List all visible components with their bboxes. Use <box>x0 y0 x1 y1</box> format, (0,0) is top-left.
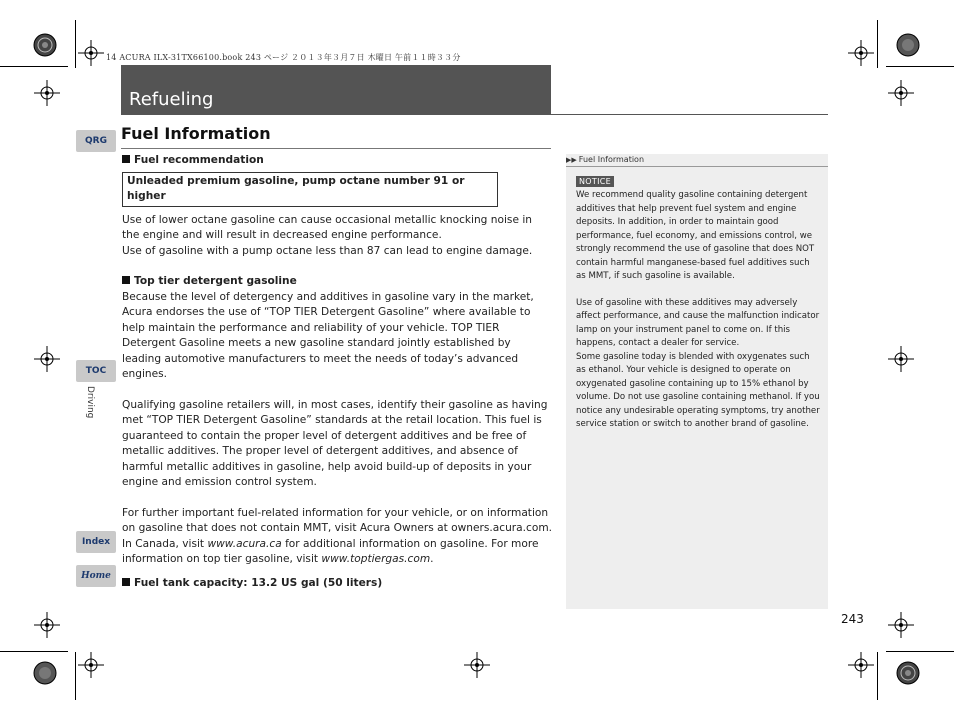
sidebar-header-text: Fuel Information <box>578 155 645 164</box>
paragraph: Use of gasoline with these additives may adversely affect performance, and cause the malfunction indicator lamp on your instrument panel to come on. If this happens, contact a dealer for service. <box>576 297 820 348</box>
crop-mark <box>0 66 68 67</box>
crop-mark <box>877 20 878 68</box>
home-tab[interactable]: Home <box>76 565 116 587</box>
color-target-icon <box>896 33 920 57</box>
text-span: for additional information on gasoline. For more information on top tier gasoline, visit <box>122 537 539 565</box>
registration-mark-icon <box>848 40 874 66</box>
color-target-icon <box>33 33 57 57</box>
index-tab[interactable]: Index <box>76 531 116 553</box>
chapter-label: Driving <box>85 386 95 419</box>
header-rule <box>121 114 828 115</box>
notice-badge: NOTICE <box>576 176 614 187</box>
heading-text: Top tier detergent gasoline <box>134 275 297 287</box>
text-span: For further important fuel-related information for your vehicle, or on information on gasoline that does not contain MMT, visit Acura Owners at owners.acura.com. In Canada, visit <box>122 506 553 550</box>
color-target-icon <box>896 661 920 685</box>
color-target-icon <box>33 661 57 685</box>
crop-mark <box>75 652 76 700</box>
paragraph: Some gasoline today is blended with oxygenates such as ethanol. Your vehicle is designed to operate on oxygenated gasoline containing up to 15% ethanol by volume. Do not use gasoline containing methanol. If you notice any undesirable operating symptoms, try another service station or switch to another brand of gasoline. <box>576 351 820 429</box>
registration-mark-icon <box>78 652 104 678</box>
registration-mark-icon <box>34 80 60 106</box>
registration-mark-icon <box>888 612 914 638</box>
square-bullet-icon <box>122 155 130 163</box>
registration-mark-icon <box>888 80 914 106</box>
section-header-bar <box>121 65 551 114</box>
paragraph: Because the level of detergency and additives in gasoline vary in the market, Acura endorses the use of “TOP TIER Detergent Gasoline” where available to help maintain the performance and reliability of your vehicle. TOP TIER Detergent Gasoline meets a new gasoline standard jointly established by leading automotive manufacturers to meet the needs of today’s advanced engines. <box>122 290 534 380</box>
page-number: 243 <box>841 612 864 626</box>
registration-mark-icon <box>34 346 60 372</box>
paragraph: We recommend quality gasoline containing detergent additives that help prevent fuel system and engine deposits. In addition, in order to maintain good performance, fuel economy, and emissions control, we strongly recommend the use of gasoline that does NOT contain harmful manganese-based fuel additives such as MMT, if such gasoline is available. <box>576 190 815 281</box>
registration-mark-icon <box>464 652 490 678</box>
top-tier-heading <box>122 274 552 290</box>
toc-tab[interactable]: TOC <box>76 360 116 382</box>
heading-text: Fuel tank capacity: 13.2 US gal (50 liters) <box>134 576 383 589</box>
registration-mark-icon <box>34 612 60 638</box>
fuel-recommendation-heading <box>122 153 552 169</box>
section-title: Refueling <box>129 89 214 110</box>
registration-mark-icon <box>888 346 914 372</box>
crop-mark <box>0 651 68 652</box>
sidebar-header <box>566 155 828 167</box>
square-bullet-icon <box>122 276 130 284</box>
crop-mark <box>877 652 878 700</box>
paragraph: Use of lower octane gasoline can cause occasional metallic knocking noise in the engine and will result in decreased engine performance. <box>122 213 532 241</box>
square-bullet-icon <box>122 578 130 586</box>
crop-mark <box>75 20 76 68</box>
paragraph <box>122 506 552 568</box>
fuel-spec-box: Unleaded premium gasoline, pump octane number 91 or higher <box>122 172 498 207</box>
qrg-tab[interactable]: QRG <box>76 130 116 152</box>
sidebar-body <box>576 189 820 432</box>
heading-text: Fuel recommendation <box>134 154 264 166</box>
double-arrow-icon: ▶▶ <box>566 156 577 164</box>
crop-mark <box>886 651 954 652</box>
fuel-tank-heading <box>122 576 552 592</box>
crop-mark <box>886 66 954 67</box>
toptiergas-link[interactable]: www.toptiergas.com <box>321 553 431 565</box>
acura-canada-link[interactable]: www.acura.ca <box>207 537 282 550</box>
page-title: Fuel Information <box>121 124 271 143</box>
registration-mark-icon <box>78 40 104 66</box>
text-span: . <box>430 553 434 565</box>
registration-mark-icon <box>848 652 874 678</box>
title-rule <box>121 148 551 149</box>
paragraph: Use of gasoline with a pump octane less than 87 can lead to engine damage. <box>122 244 533 257</box>
print-header: 14 ACURA ILX-31TX66100.book 243 ページ ２０１３年３月７日 木曜日 午前１１時３３分 <box>106 53 461 62</box>
main-content <box>122 153 552 591</box>
paragraph: Qualifying gasoline retailers will, in most cases, identify their gasoline as having met “TOP TIER Detergent Gasoline” standards at the retail location. This fuel is guaranteed to contain the proper level of detergent additives and be free of metallic additives. The proper level of detergent additives, and absence of harmful metallic additives in gasoline, help avoid build-up of deposits in your engine and emission control system. <box>122 398 548 488</box>
